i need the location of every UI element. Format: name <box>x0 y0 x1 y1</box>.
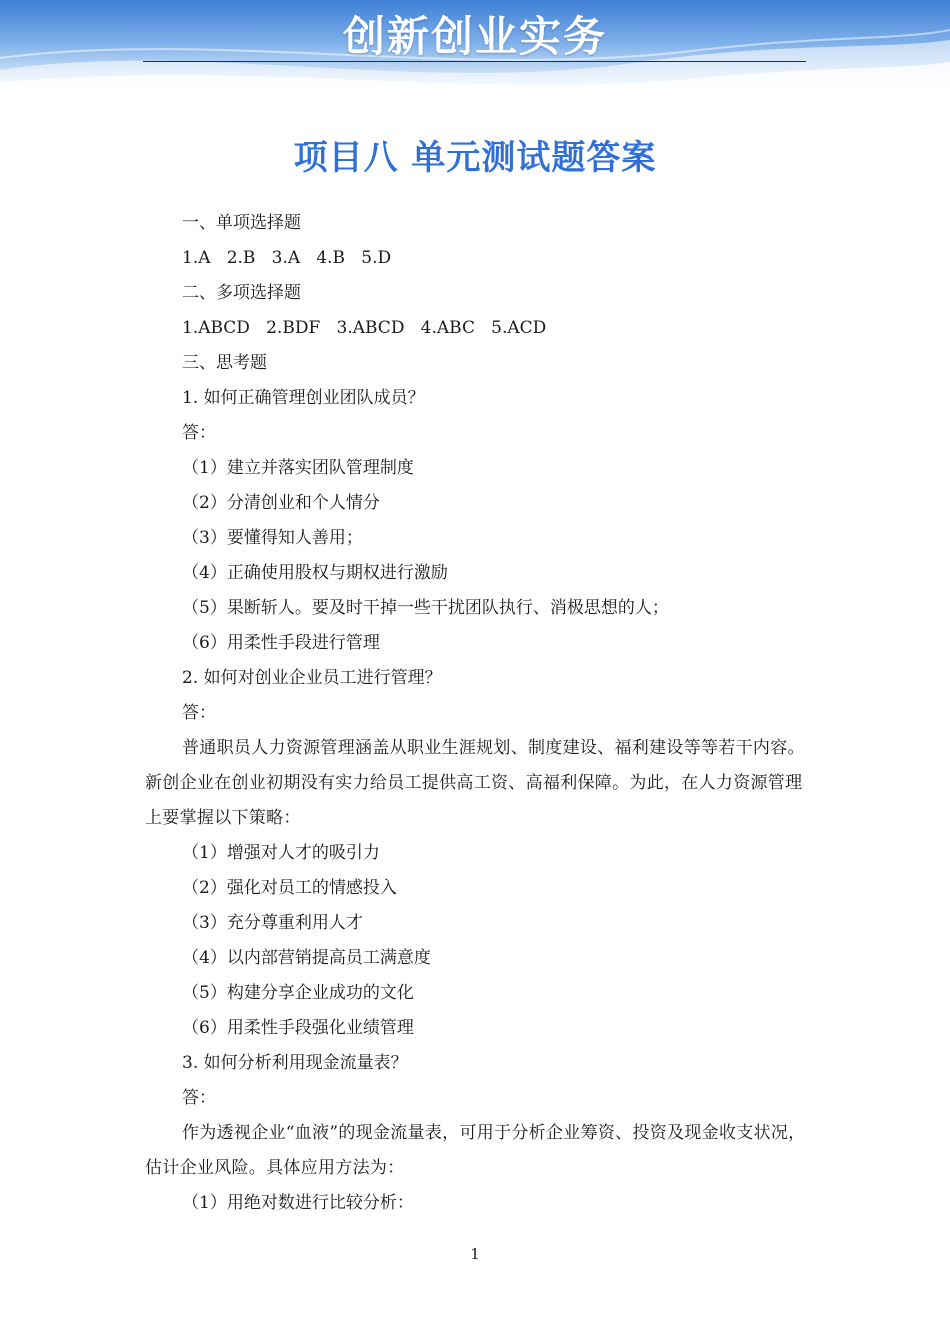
list-item: （3）充分尊重利用人才 <box>182 913 363 933</box>
list-item: （3）要懂得知人善用； <box>182 528 363 548</box>
list-item: （6）用柔性手段强化业绩管理 <box>182 1018 414 1038</box>
banner-divider <box>143 61 806 62</box>
answer-label: 答： <box>182 703 216 723</box>
answer-list: 1.A 2.B 3.A 4.B 5.D <box>182 248 392 268</box>
list-item: （1）增强对人才的吸引力 <box>182 843 380 863</box>
answer-label: 答： <box>182 423 216 443</box>
question: 3. 如何分析利用现金流量表？ <box>182 1053 408 1073</box>
question: 2. 如何对创业企业员工进行管理？ <box>182 668 442 688</box>
document-body <box>145 206 810 1221</box>
answer-paragraph: 作为透视企业“血液”的现金流量表，可用于分析企业筹资、投资及现金收支状况，估计企业风险。具体应用方法为： <box>145 1123 806 1178</box>
list-item: （5）果断斩人。要及时干掉一些干扰团队执行、消极思想的人； <box>182 598 669 618</box>
header-banner <box>0 0 950 96</box>
list-item: （6）用柔性手段进行管理 <box>182 633 380 653</box>
list-item: （2）强化对员工的情感投入 <box>182 878 397 898</box>
list-item: （5）构建分享企业成功的文化 <box>182 983 414 1003</box>
question: 1. 如何正确管理创业团队成员？ <box>182 388 425 408</box>
page-number: 1 <box>470 1245 480 1263</box>
list-item: （1）建立并落实团队管理制度 <box>182 458 414 478</box>
list-item: （2）分清创业和个人情分 <box>182 493 380 513</box>
section-heading: 一、单项选择题 <box>182 213 301 233</box>
list-item: （4）正确使用股权与期权进行激励 <box>182 563 448 583</box>
list-item: （4）以内部营销提高员工满意度 <box>182 948 431 968</box>
document-title: 项目八 单元测试题答案 <box>293 138 657 178</box>
list-item: （1）用绝对数进行比较分析： <box>182 1193 414 1213</box>
section-heading: 三、思考题 <box>182 353 267 373</box>
banner-title: 创新创业实务 <box>342 12 607 61</box>
answer-paragraph: 普通职员人力资源管理涵盖从职业生涯规划、制度建设、福利建设等等若干内容。新创企业在创业初期没有实力给员工提供高工资、高福利保障。为此，在人力资源管理上要掌握以下策略： <box>145 738 805 828</box>
answer-label: 答： <box>182 1088 216 1108</box>
answer-list: 1.ABCD 2.BDF 3.ABCD 4.ABC 5.ACD <box>182 318 547 338</box>
section-heading: 二、多项选择题 <box>182 283 301 303</box>
